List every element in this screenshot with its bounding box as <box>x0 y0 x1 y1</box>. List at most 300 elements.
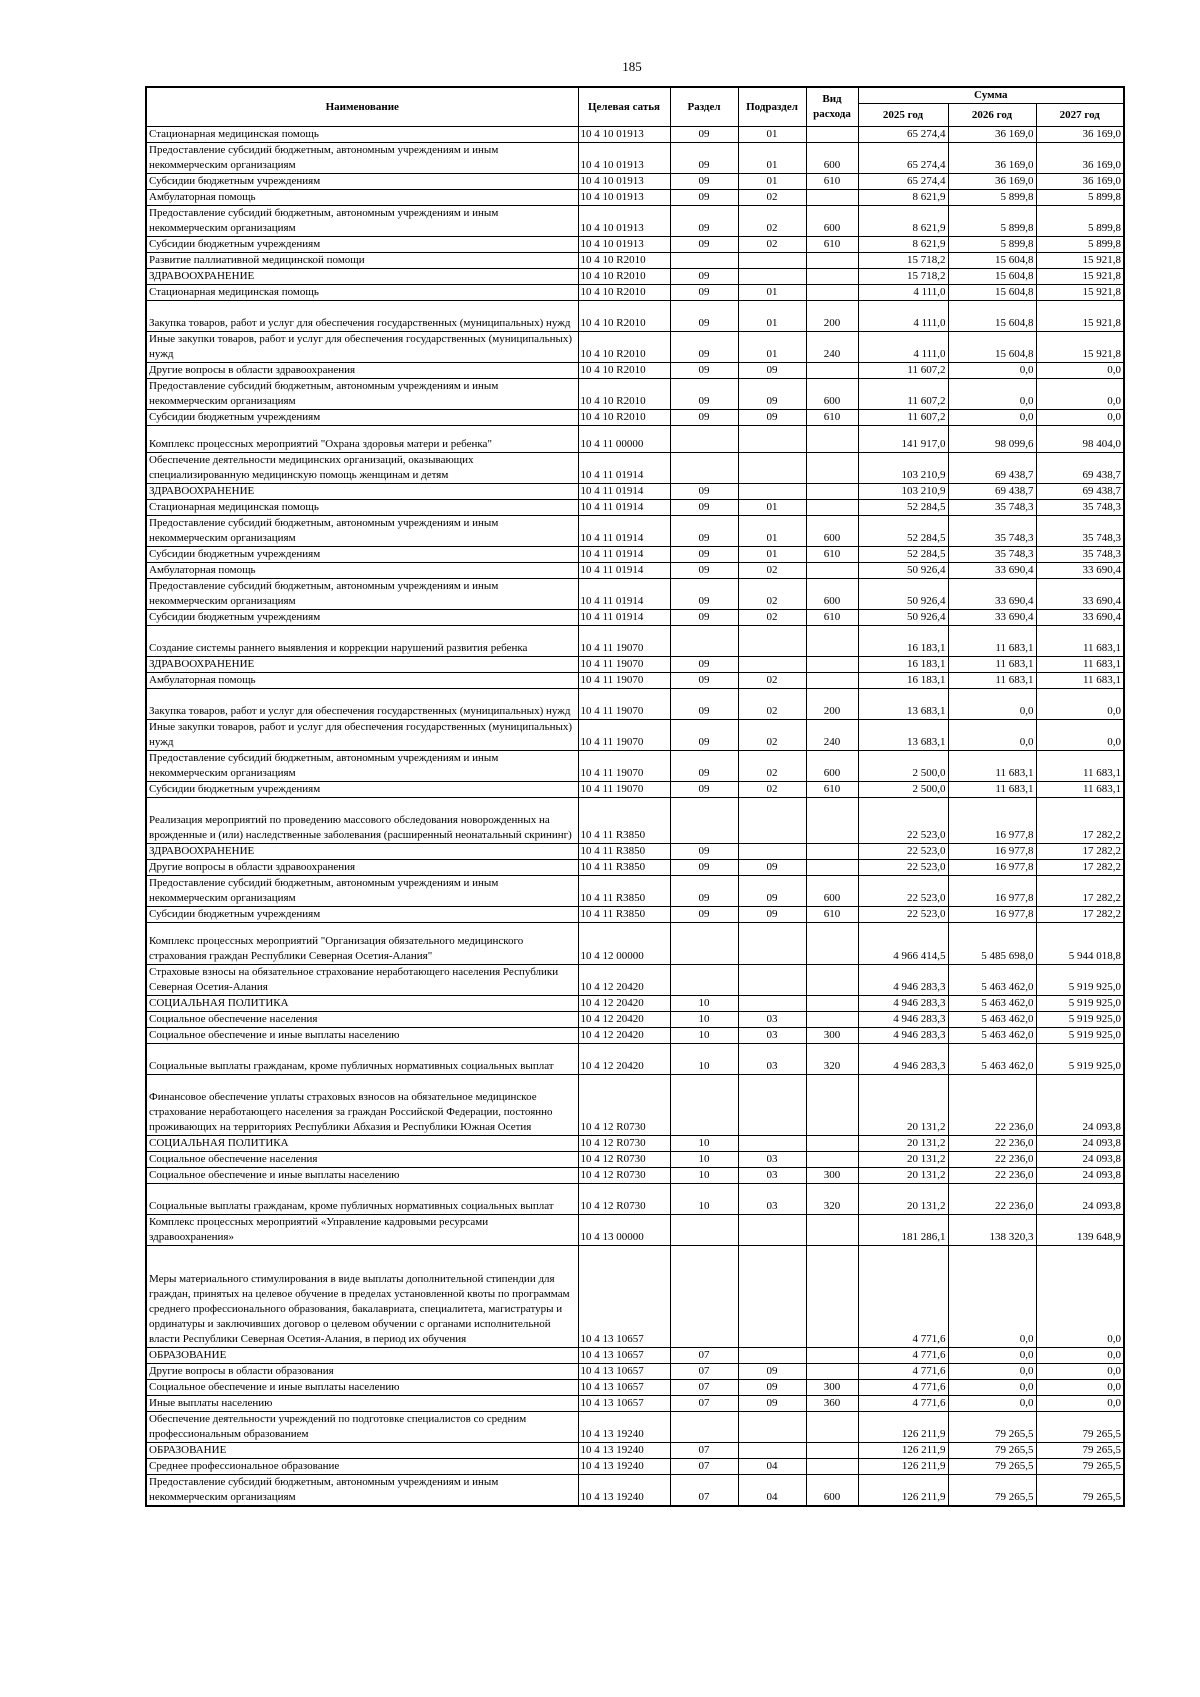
row-target-code: 10 4 13 19240 <box>578 1443 670 1459</box>
row-vid: 610 <box>806 547 858 563</box>
row-sum-2027: 5 899,8 <box>1036 190 1124 206</box>
row-podrazdel: 02 <box>738 610 806 626</box>
row-name: Стационарная медицинская помощь <box>146 500 578 516</box>
row-name: Субсидии бюджетным учреждениям <box>146 547 578 563</box>
row-name: Другие вопросы в области здравоохранения <box>146 860 578 876</box>
row-vid <box>806 626 858 657</box>
row-name: Стационарная медицинская помощь <box>146 285 578 301</box>
row-sum-2025: 65 274,4 <box>858 174 948 190</box>
row-target-code: 10 4 11 R3850 <box>578 844 670 860</box>
row-podrazdel: 02 <box>738 782 806 798</box>
row-target-code: 10 4 10 01913 <box>578 127 670 143</box>
row-sum-2026: 5 463 462,0 <box>948 965 1036 996</box>
row-sum-2027: 0,0 <box>1036 1246 1124 1348</box>
row-vid <box>806 1348 858 1364</box>
row-razdel: 09 <box>670 876 738 907</box>
row-name: Иные закупки товаров, работ и услуг для обеспечения государственных (муниципальных) нужд <box>146 720 578 751</box>
row-razdel: 09 <box>670 206 738 237</box>
row-sum-2026: 35 748,3 <box>948 500 1036 516</box>
row-sum-2026: 11 683,1 <box>948 657 1036 673</box>
row-sum-2027: 0,0 <box>1036 1348 1124 1364</box>
table-row <box>146 1459 1124 1475</box>
row-sum-2027: 33 690,4 <box>1036 563 1124 579</box>
row-target-code: 10 4 11 19070 <box>578 673 670 689</box>
row-razdel: 07 <box>670 1459 738 1475</box>
row-target-code: 10 4 13 10657 <box>578 1246 670 1348</box>
row-vid <box>806 190 858 206</box>
row-razdel <box>670 253 738 269</box>
table-row <box>146 190 1124 206</box>
row-razdel <box>670 923 738 965</box>
row-sum-2026: 33 690,4 <box>948 563 1036 579</box>
row-sum-2025: 22 523,0 <box>858 876 948 907</box>
row-name: ЗДРАВООХРАНЕНИЕ <box>146 657 578 673</box>
table-row <box>146 782 1124 798</box>
row-sum-2026: 0,0 <box>948 689 1036 720</box>
row-sum-2027: 24 093,8 <box>1036 1075 1124 1136</box>
table-row <box>146 127 1124 143</box>
table-row <box>146 1184 1124 1215</box>
row-sum-2027: 15 921,8 <box>1036 285 1124 301</box>
row-sum-2025: 4 771,6 <box>858 1380 948 1396</box>
table-row <box>146 996 1124 1012</box>
row-vid <box>806 844 858 860</box>
row-sum-2027: 33 690,4 <box>1036 610 1124 626</box>
row-target-code: 10 4 11 19070 <box>578 657 670 673</box>
row-sum-2025: 8 621,9 <box>858 206 948 237</box>
row-target-code: 10 4 13 19240 <box>578 1475 670 1507</box>
row-sum-2025: 2 500,0 <box>858 751 948 782</box>
row-sum-2026: 11 683,1 <box>948 626 1036 657</box>
row-target-code: 10 4 12 R0730 <box>578 1152 670 1168</box>
row-vid <box>806 563 858 579</box>
row-razdel <box>670 965 738 996</box>
row-razdel: 09 <box>670 547 738 563</box>
row-sum-2025: 13 683,1 <box>858 689 948 720</box>
row-name: Социальное обеспечение и иные выплаты населению <box>146 1168 578 1184</box>
row-podrazdel: 09 <box>738 907 806 923</box>
row-podrazdel <box>738 426 806 453</box>
row-name: Стационарная медицинская помощь <box>146 127 578 143</box>
row-target-code: 10 4 11 19070 <box>578 782 670 798</box>
row-podrazdel <box>738 1215 806 1246</box>
row-name: Субсидии бюджетным учреждениям <box>146 174 578 190</box>
table-row <box>146 860 1124 876</box>
row-razdel: 09 <box>670 285 738 301</box>
row-vid <box>806 453 858 484</box>
table-row <box>146 563 1124 579</box>
row-target-code: 10 4 12 20420 <box>578 965 670 996</box>
table-row <box>146 1044 1124 1075</box>
row-sum-2026: 0,0 <box>948 1246 1036 1348</box>
row-sum-2026: 35 748,3 <box>948 516 1036 547</box>
table-row <box>146 206 1124 237</box>
row-podrazdel: 01 <box>738 500 806 516</box>
row-target-code: 10 4 10 01913 <box>578 174 670 190</box>
row-sum-2025: 52 284,5 <box>858 547 948 563</box>
row-sum-2026: 33 690,4 <box>948 579 1036 610</box>
row-name: Социальные выплаты гражданам, кроме публичных нормативных социальных выплат <box>146 1044 578 1075</box>
row-name: Субсидии бюджетным учреждениям <box>146 410 578 426</box>
header-name: Наименование <box>146 87 578 127</box>
header-code: Целевая сатья <box>578 87 670 127</box>
row-razdel: 09 <box>670 500 738 516</box>
row-name: ЗДРАВООХРАНЕНИЕ <box>146 269 578 285</box>
row-name: ЗДРАВООХРАНЕНИЕ <box>146 844 578 860</box>
row-vid <box>806 426 858 453</box>
row-razdel: 10 <box>670 1184 738 1215</box>
row-razdel: 09 <box>670 516 738 547</box>
row-vid <box>806 500 858 516</box>
row-podrazdel: 01 <box>738 301 806 332</box>
row-sum-2026: 16 977,8 <box>948 798 1036 844</box>
row-vid <box>806 269 858 285</box>
row-vid <box>806 363 858 379</box>
header-razdel: Раздел <box>670 87 738 127</box>
row-sum-2027: 11 683,1 <box>1036 782 1124 798</box>
row-sum-2027: 24 093,8 <box>1036 1152 1124 1168</box>
row-vid: 300 <box>806 1028 858 1044</box>
row-razdel: 09 <box>670 720 738 751</box>
row-vid: 300 <box>806 1168 858 1184</box>
row-sum-2027: 5 919 925,0 <box>1036 1044 1124 1075</box>
row-vid <box>806 484 858 500</box>
row-razdel: 07 <box>670 1475 738 1507</box>
table-row <box>146 1075 1124 1136</box>
row-sum-2026: 0,0 <box>948 1396 1036 1412</box>
row-sum-2027: 15 921,8 <box>1036 332 1124 363</box>
row-razdel: 07 <box>670 1348 738 1364</box>
row-vid <box>806 1152 858 1168</box>
row-sum-2025: 20 131,2 <box>858 1184 948 1215</box>
table-row <box>146 426 1124 453</box>
row-sum-2026: 16 977,8 <box>948 844 1036 860</box>
row-sum-2027: 5 919 925,0 <box>1036 965 1124 996</box>
row-target-code: 10 4 11 01914 <box>578 579 670 610</box>
row-target-code: 10 4 12 20420 <box>578 1044 670 1075</box>
row-vid: 240 <box>806 332 858 363</box>
row-name: Субсидии бюджетным учреждениям <box>146 237 578 253</box>
row-name: Предоставление субсидий бюджетным, автономным учреждениям и иным некоммерческим организациям <box>146 876 578 907</box>
row-sum-2026: 5 463 462,0 <box>948 1044 1036 1075</box>
row-razdel <box>670 1246 738 1348</box>
row-razdel: 09 <box>670 301 738 332</box>
table-row <box>146 1348 1124 1364</box>
row-sum-2025: 52 284,5 <box>858 516 948 547</box>
row-sum-2027: 0,0 <box>1036 410 1124 426</box>
row-razdel <box>670 626 738 657</box>
row-target-code: 10 4 13 10657 <box>578 1380 670 1396</box>
row-sum-2025: 50 926,4 <box>858 563 948 579</box>
row-vid: 240 <box>806 720 858 751</box>
row-vid: 600 <box>806 206 858 237</box>
row-name: Субсидии бюджетным учреждениям <box>146 907 578 923</box>
row-name: ОБРАЗОВАНИЕ <box>146 1443 578 1459</box>
row-sum-2025: 20 131,2 <box>858 1152 948 1168</box>
row-vid <box>806 285 858 301</box>
row-vid: 610 <box>806 610 858 626</box>
header-2025: 2025 год <box>858 104 948 127</box>
table-row <box>146 1246 1124 1348</box>
row-razdel: 10 <box>670 996 738 1012</box>
row-podrazdel: 01 <box>738 547 806 563</box>
header-podrazdel: Подраздел <box>738 87 806 127</box>
row-sum-2025: 141 917,0 <box>858 426 948 453</box>
row-sum-2025: 4 111,0 <box>858 285 948 301</box>
row-podrazdel: 02 <box>738 563 806 579</box>
row-target-code: 10 4 13 10657 <box>578 1348 670 1364</box>
row-podrazdel: 03 <box>738 1012 806 1028</box>
row-sum-2026: 16 977,8 <box>948 876 1036 907</box>
row-razdel: 10 <box>670 1152 738 1168</box>
row-sum-2026: 16 977,8 <box>948 860 1036 876</box>
row-target-code: 10 4 12 20420 <box>578 996 670 1012</box>
row-sum-2027: 5 899,8 <box>1036 237 1124 253</box>
row-razdel: 09 <box>670 410 738 426</box>
row-sum-2026: 16 977,8 <box>948 907 1036 923</box>
row-sum-2026: 15 604,8 <box>948 332 1036 363</box>
row-razdel: 09 <box>670 143 738 174</box>
row-target-code: 10 4 13 10657 <box>578 1364 670 1380</box>
row-name: Комплекс процессных мероприятий "Охрана здоровья матери и ребенка" <box>146 426 578 453</box>
table-row <box>146 1443 1124 1459</box>
row-razdel <box>670 453 738 484</box>
row-podrazdel: 09 <box>738 410 806 426</box>
table-row <box>146 269 1124 285</box>
row-vid <box>806 253 858 269</box>
row-razdel: 09 <box>670 190 738 206</box>
row-vid <box>806 1136 858 1152</box>
row-sum-2026: 0,0 <box>948 1348 1036 1364</box>
row-sum-2026: 79 265,5 <box>948 1412 1036 1443</box>
row-sum-2025: 4 111,0 <box>858 301 948 332</box>
row-razdel: 09 <box>670 563 738 579</box>
row-podrazdel: 02 <box>738 673 806 689</box>
row-sum-2026: 79 265,5 <box>948 1443 1036 1459</box>
row-razdel: 09 <box>670 237 738 253</box>
row-sum-2026: 15 604,8 <box>948 285 1036 301</box>
row-razdel <box>670 1215 738 1246</box>
row-name: Социальные выплаты гражданам, кроме публичных нормативных социальных выплат <box>146 1184 578 1215</box>
row-podrazdel: 02 <box>738 206 806 237</box>
row-podrazdel <box>738 453 806 484</box>
table-row <box>146 798 1124 844</box>
row-sum-2027: 11 683,1 <box>1036 657 1124 673</box>
row-vid: 600 <box>806 876 858 907</box>
row-sum-2025: 16 183,1 <box>858 673 948 689</box>
row-sum-2026: 22 236,0 <box>948 1168 1036 1184</box>
row-sum-2027: 5 899,8 <box>1036 206 1124 237</box>
row-name: Обеспечение деятельности учреждений по подготовке специалистов со средним профессиональным образованием <box>146 1412 578 1443</box>
row-vid: 320 <box>806 1184 858 1215</box>
row-podrazdel <box>738 269 806 285</box>
row-target-code: 10 4 10 01913 <box>578 237 670 253</box>
row-razdel: 09 <box>670 379 738 410</box>
table-row <box>146 579 1124 610</box>
row-sum-2025: 4 946 283,3 <box>858 1044 948 1075</box>
row-podrazdel <box>738 253 806 269</box>
row-name: ЗДРАВООХРАНЕНИЕ <box>146 484 578 500</box>
table-row <box>146 143 1124 174</box>
header-2027: 2027 год <box>1036 104 1124 127</box>
row-podrazdel <box>738 844 806 860</box>
row-target-code: 10 4 10 R2010 <box>578 363 670 379</box>
row-sum-2027: 11 683,1 <box>1036 626 1124 657</box>
row-target-code: 10 4 11 R3850 <box>578 860 670 876</box>
table-row <box>146 453 1124 484</box>
row-sum-2025: 11 607,2 <box>858 410 948 426</box>
row-vid <box>806 1412 858 1443</box>
row-sum-2025: 4 771,6 <box>858 1364 948 1380</box>
row-sum-2027: 5 944 018,8 <box>1036 923 1124 965</box>
row-sum-2026: 0,0 <box>948 1380 1036 1396</box>
row-podrazdel <box>738 965 806 996</box>
row-vid: 200 <box>806 689 858 720</box>
row-vid: 300 <box>806 1380 858 1396</box>
row-podrazdel <box>738 923 806 965</box>
row-podrazdel <box>738 484 806 500</box>
row-vid <box>806 1246 858 1348</box>
table-row <box>146 1136 1124 1152</box>
row-podrazdel: 09 <box>738 379 806 410</box>
row-target-code: 10 4 11 19070 <box>578 720 670 751</box>
table-row <box>146 301 1124 332</box>
row-sum-2025: 20 131,2 <box>858 1168 948 1184</box>
row-razdel: 09 <box>670 484 738 500</box>
row-name: Предоставление субсидий бюджетным, автономным учреждениям и иным некоммерческим организациям <box>146 1475 578 1507</box>
table-row <box>146 1364 1124 1380</box>
table-row <box>146 626 1124 657</box>
row-sum-2026: 0,0 <box>948 720 1036 751</box>
row-sum-2027: 5 919 925,0 <box>1036 1028 1124 1044</box>
row-sum-2027: 17 282,2 <box>1036 798 1124 844</box>
row-name: Предоставление субсидий бюджетным, автономным учреждениям и иным некоммерческим организациям <box>146 516 578 547</box>
row-name: ОБРАЗОВАНИЕ <box>146 1348 578 1364</box>
row-podrazdel <box>738 1136 806 1152</box>
row-target-code: 10 4 11 01914 <box>578 516 670 547</box>
table-row <box>146 237 1124 253</box>
row-name: Другие вопросы в области здравоохранения <box>146 363 578 379</box>
row-target-code: 10 4 10 R2010 <box>578 332 670 363</box>
row-vid <box>806 860 858 876</box>
row-name: Страховые взносы на обязательное страхование неработающего населения Республики Северная Осетия-Алания <box>146 965 578 996</box>
row-sum-2025: 126 211,9 <box>858 1459 948 1475</box>
table-row <box>146 610 1124 626</box>
row-podrazdel <box>738 1348 806 1364</box>
row-sum-2027: 0,0 <box>1036 720 1124 751</box>
row-sum-2027: 0,0 <box>1036 363 1124 379</box>
row-podrazdel: 02 <box>738 237 806 253</box>
table-row <box>146 1028 1124 1044</box>
row-name: Другие вопросы в области образования <box>146 1364 578 1380</box>
row-vid <box>806 127 858 143</box>
row-sum-2025: 52 284,5 <box>858 500 948 516</box>
row-sum-2026: 0,0 <box>948 379 1036 410</box>
row-podrazdel: 03 <box>738 1184 806 1215</box>
row-sum-2026: 0,0 <box>948 410 1036 426</box>
row-razdel: 07 <box>670 1443 738 1459</box>
row-podrazdel: 03 <box>738 1168 806 1184</box>
row-target-code: 10 4 12 R0730 <box>578 1184 670 1215</box>
row-name: Предоставление субсидий бюджетным, автономным учреждениям и иным некоммерческим организациям <box>146 143 578 174</box>
row-sum-2027: 0,0 <box>1036 1380 1124 1396</box>
row-target-code: 10 4 11 01914 <box>578 610 670 626</box>
table-row <box>146 1475 1124 1507</box>
row-sum-2026: 69 438,7 <box>948 453 1036 484</box>
row-razdel <box>670 1412 738 1443</box>
row-sum-2027: 24 093,8 <box>1036 1184 1124 1215</box>
row-name: Среднее профессиональное образование <box>146 1459 578 1475</box>
table-row <box>146 657 1124 673</box>
row-target-code: 10 4 11 01914 <box>578 563 670 579</box>
row-podrazdel: 02 <box>738 689 806 720</box>
row-vid <box>806 673 858 689</box>
table-row <box>146 720 1124 751</box>
row-sum-2026: 5 899,8 <box>948 206 1036 237</box>
row-podrazdel: 02 <box>738 751 806 782</box>
row-razdel: 10 <box>670 1136 738 1152</box>
table-row <box>146 285 1124 301</box>
table-row <box>146 1215 1124 1246</box>
row-podrazdel <box>738 1075 806 1136</box>
table-row <box>146 363 1124 379</box>
row-vid <box>806 1075 858 1136</box>
row-target-code: 10 4 11 R3850 <box>578 798 670 844</box>
row-sum-2026: 5 485 698,0 <box>948 923 1036 965</box>
row-name: Предоставление субсидий бюджетным, автономным учреждениям и иным некоммерческим организациям <box>146 751 578 782</box>
row-name: Социальное обеспечение населения <box>146 1152 578 1168</box>
row-sum-2027: 69 438,7 <box>1036 484 1124 500</box>
row-name: Реализация мероприятий по проведению массового обследования новорожденных на врожденные и (или) наследственные заболевания (расширенный неонатальный скрининг) <box>146 798 578 844</box>
row-sum-2025: 4 966 414,5 <box>858 923 948 965</box>
row-sum-2025: 16 183,1 <box>858 657 948 673</box>
row-name: Социальное обеспечение населения <box>146 1012 578 1028</box>
row-sum-2027: 36 169,0 <box>1036 143 1124 174</box>
row-target-code: 10 4 10 R2010 <box>578 379 670 410</box>
row-podrazdel: 09 <box>738 1396 806 1412</box>
table-row <box>146 1012 1124 1028</box>
row-sum-2025: 103 210,9 <box>858 484 948 500</box>
row-sum-2026: 138 320,3 <box>948 1215 1036 1246</box>
row-sum-2027: 139 648,9 <box>1036 1215 1124 1246</box>
row-podrazdel: 01 <box>738 285 806 301</box>
table-row <box>146 253 1124 269</box>
row-target-code: 10 4 11 01914 <box>578 453 670 484</box>
row-podrazdel: 01 <box>738 332 806 363</box>
row-sum-2026: 5 899,8 <box>948 190 1036 206</box>
table-row <box>146 876 1124 907</box>
table-row <box>146 1412 1124 1443</box>
row-vid: 360 <box>806 1396 858 1412</box>
row-sum-2027: 5 919 925,0 <box>1036 1012 1124 1028</box>
row-razdel: 09 <box>670 269 738 285</box>
row-name: Амбулаторная помощь <box>146 563 578 579</box>
row-razdel: 09 <box>670 860 738 876</box>
row-vid <box>806 1364 858 1380</box>
table-row <box>146 751 1124 782</box>
row-sum-2025: 103 210,9 <box>858 453 948 484</box>
row-razdel: 10 <box>670 1168 738 1184</box>
row-name: Социальное обеспечение и иные выплаты населению <box>146 1380 578 1396</box>
row-name: Обеспечение деятельности медицинских организаций, оказывающих специализированную медицинскую помощь женщинам и детям <box>146 453 578 484</box>
row-sum-2026: 15 604,8 <box>948 253 1036 269</box>
row-sum-2027: 79 265,5 <box>1036 1412 1124 1443</box>
row-sum-2027: 0,0 <box>1036 1396 1124 1412</box>
row-name: Иные закупки товаров, работ и услуг для обеспечения государственных (муниципальных) нужд <box>146 332 578 363</box>
row-vid <box>806 1459 858 1475</box>
row-sum-2026: 36 169,0 <box>948 143 1036 174</box>
row-sum-2026: 79 265,5 <box>948 1475 1036 1507</box>
